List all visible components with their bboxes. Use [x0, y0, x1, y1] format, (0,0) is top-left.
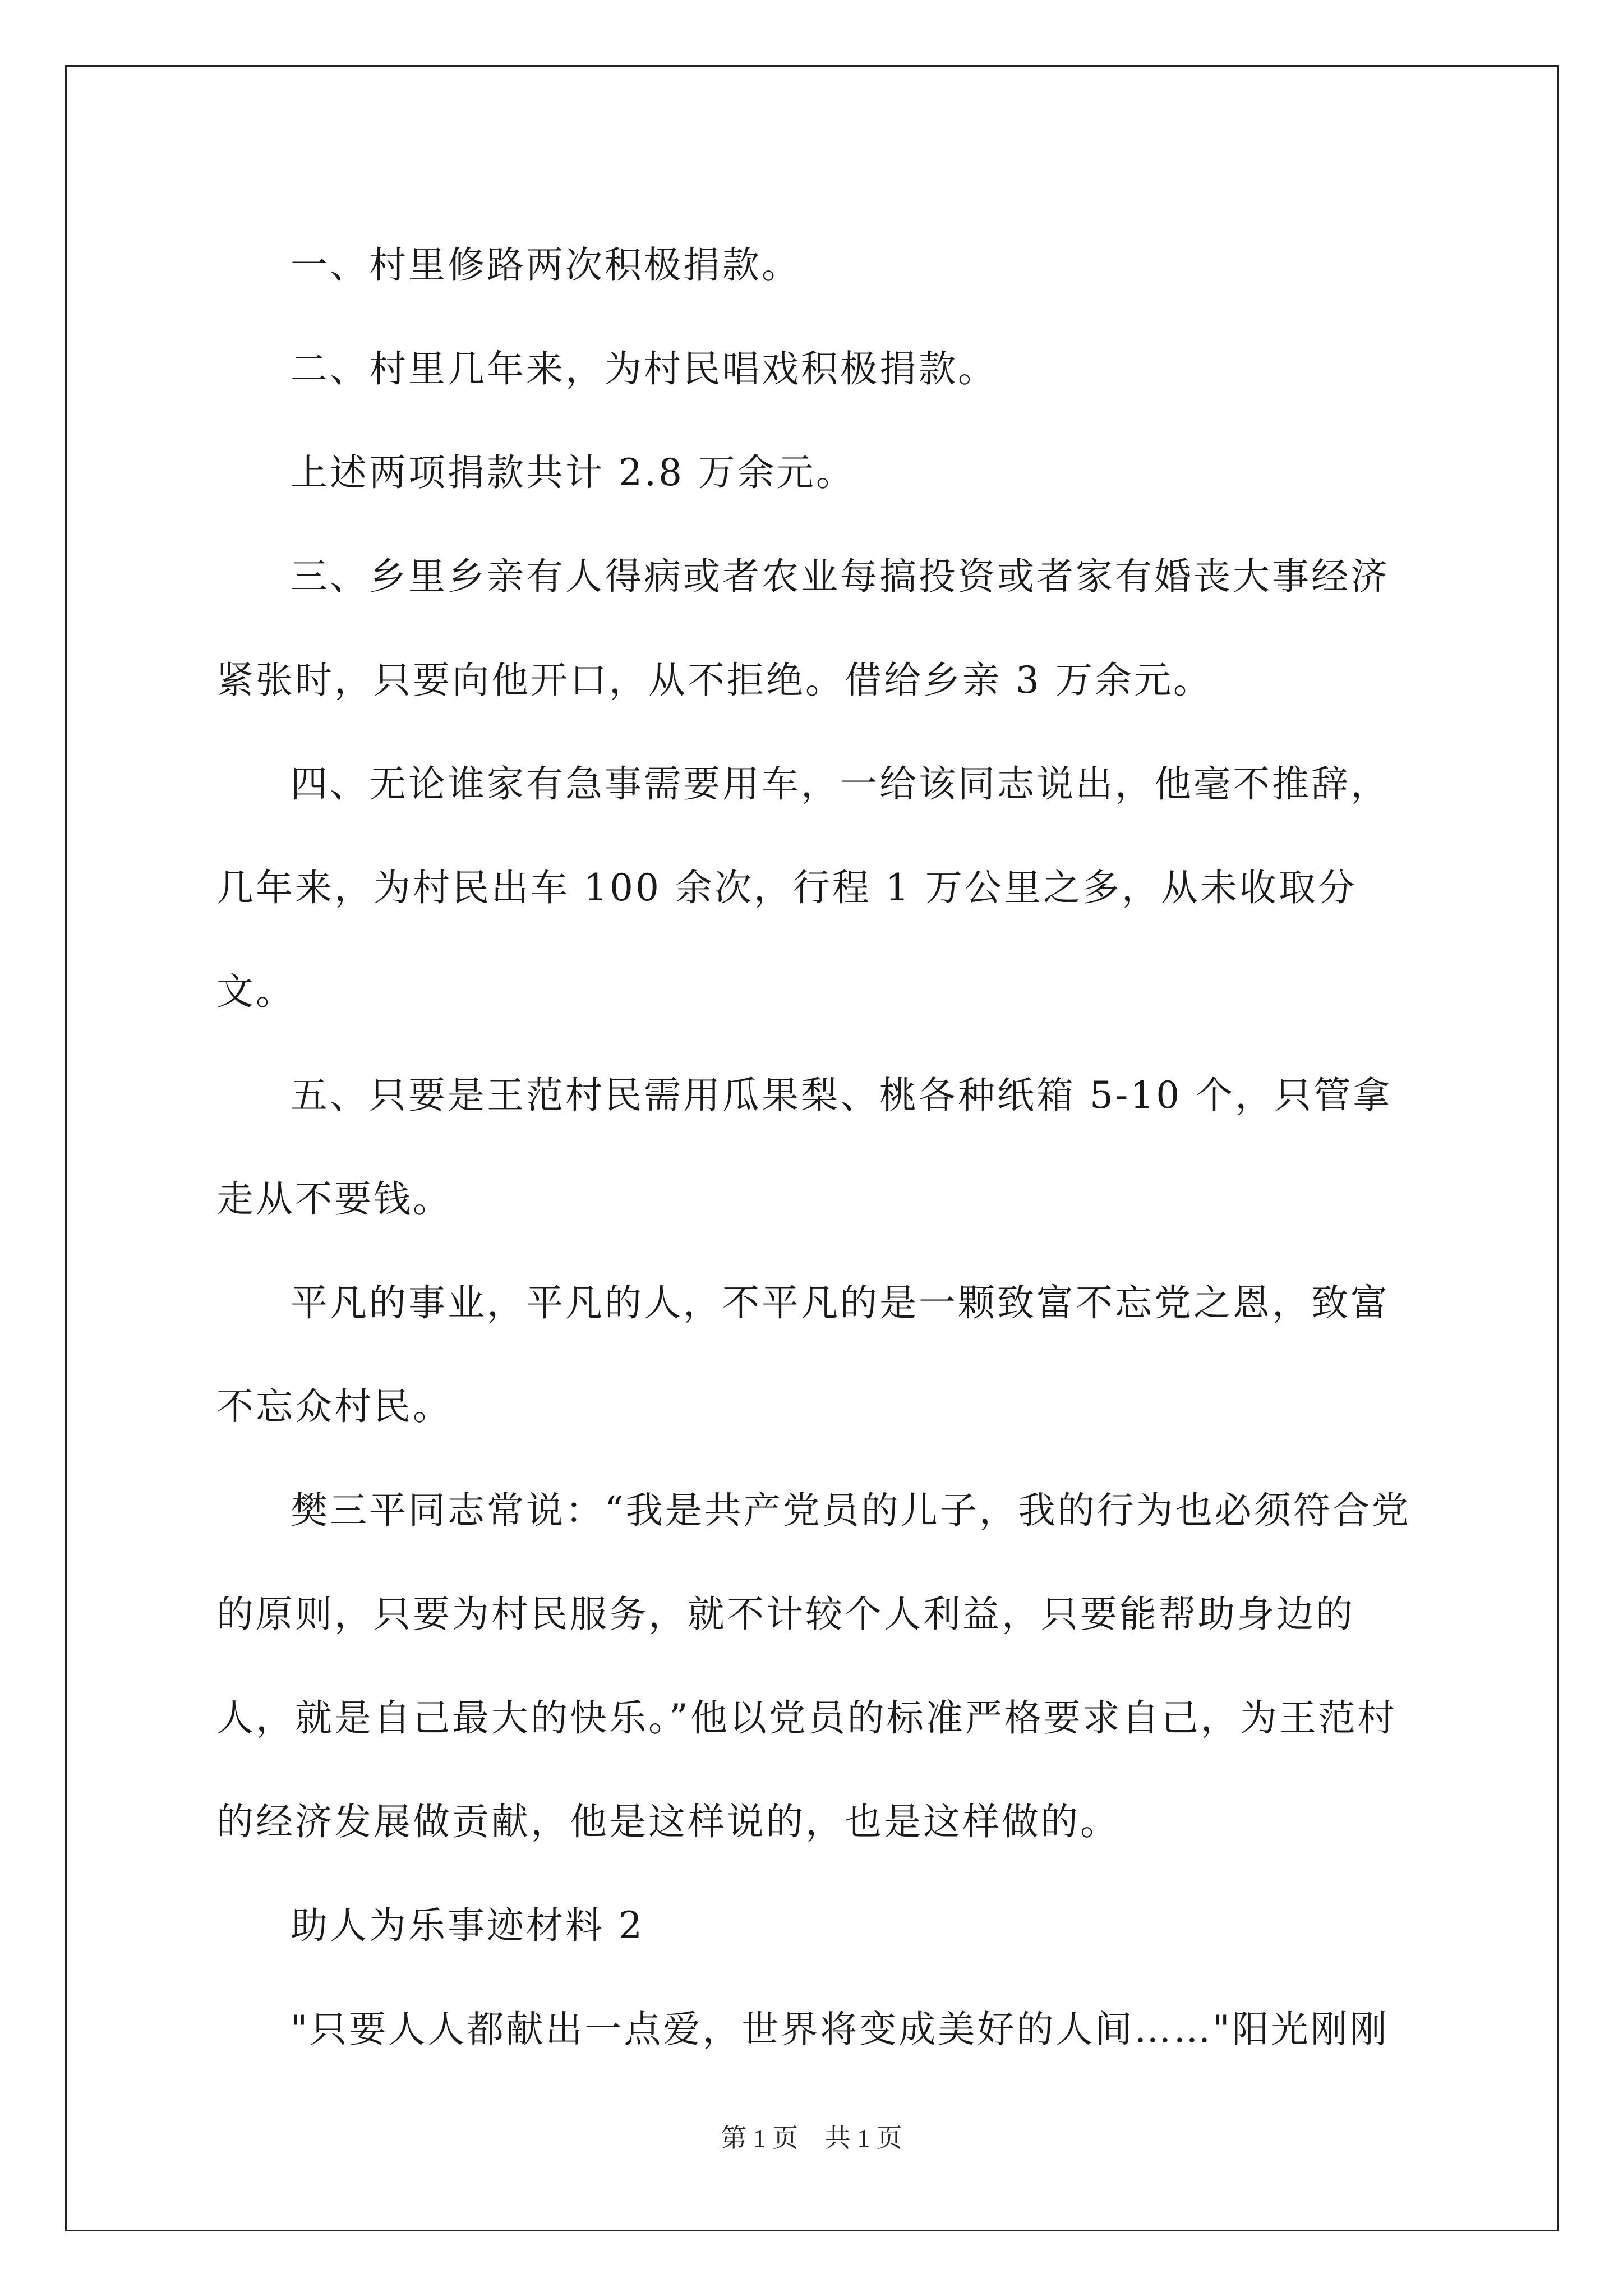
paragraph-1: 一、村里修路两次积极捐款。: [291, 243, 801, 287]
document-body: [216, 213, 1428, 2081]
page-number-total: 共 1 页: [824, 2124, 902, 2152]
paragraph-8: 樊三平同志常说：“我是共产党员的儿子，我的行为也必须符合党的原则，只要为村民服务，就不计较个人利益，只要能帮助身边的人，就是自己最大的快乐。”他以党员的标准严格要求自己，为王范村的经济发展做贡献，他是这样说的，也是这样做的。: [216, 1489, 1411, 1843]
paragraph-2: 二、村里几年来，为村民唱戏积极捐款。: [291, 347, 997, 390]
paragraph-6: 五、只要是王范村民需用瓜果梨、桃各种纸箱 5-10 个，只管拿走从不要钱。: [216, 1074, 1393, 1221]
paragraph-7: 平凡的事业，平凡的人，不平凡的是一颗致富不忘党之恩，致富不忘众村民。: [216, 1281, 1390, 1428]
page-footer: [0, 2118, 1623, 2155]
paragraph-10: "只要人人都献出一点爱，世界将变成美好的人间……"阳光刚刚: [291, 2008, 1389, 2051]
paragraph-5: 四、无论谁家有急事需要用车，一给该同志说出，他毫不推辞，几年来，为村民出车 100 余次，行程 1 万公里之多，从未收取分文。: [216, 762, 1390, 1013]
paragraph-4: 三、乡里乡亲有人得病或者农业每搞投资或者家有婚丧大事经济紧张时，只要向他开口，从不拒绝。借给乡亲 3 万余元。: [216, 555, 1390, 702]
paragraph-3: 上述两项捐款共计 2.8 万余元。: [291, 451, 855, 494]
page-number-current: 第 1 页: [721, 2124, 799, 2152]
section-heading: 助人为乐事迹材料 2: [291, 1904, 644, 1947]
